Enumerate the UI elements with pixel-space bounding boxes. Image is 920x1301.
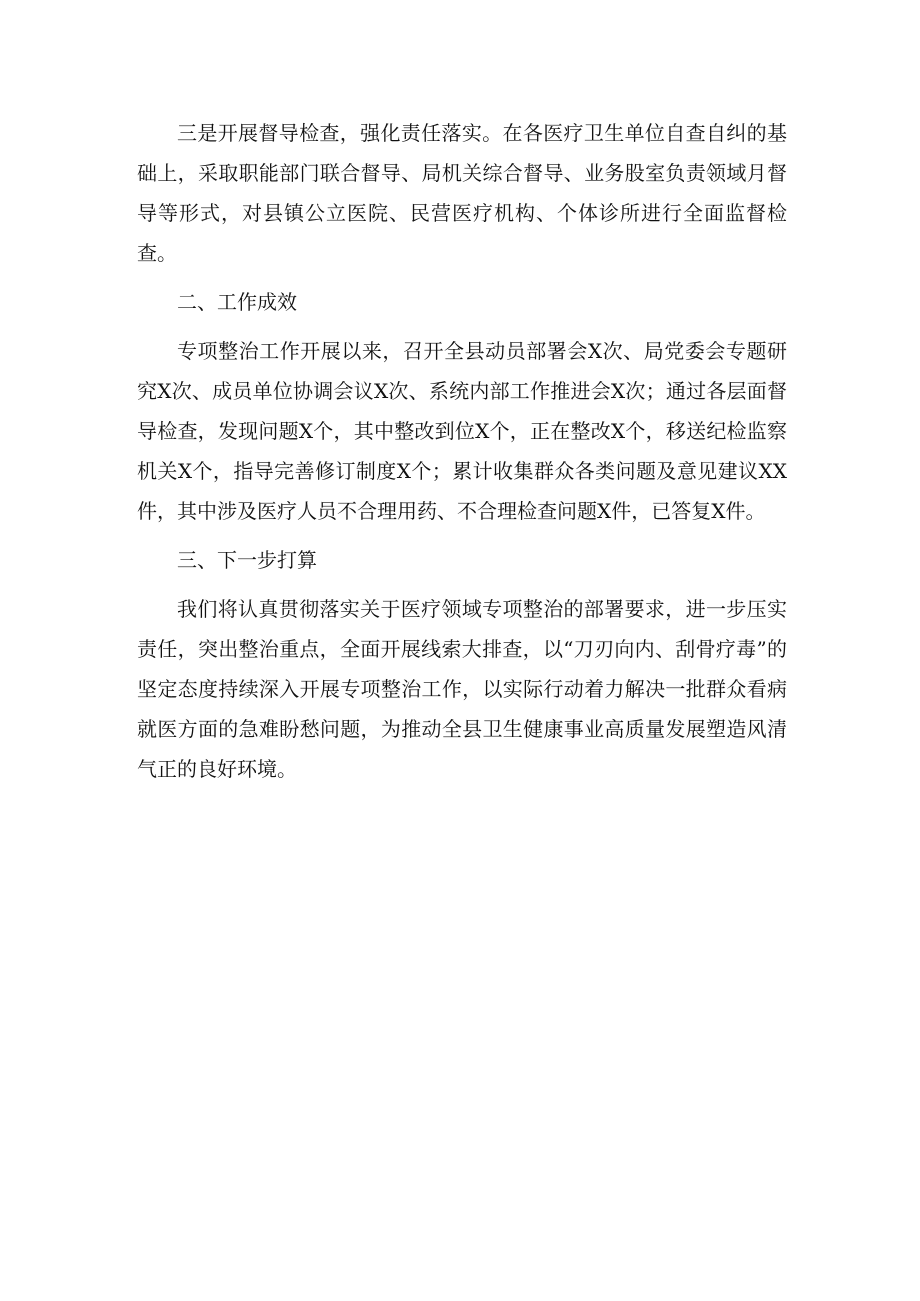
document-body [137,113,787,798]
paragraph-results: 专项整治工作开展以来，召开全县动员部署会X次、局党委会专题研究X次、成员单位协调会议X次、系统内部工作推进会X次；通过各层面督导检查，发现问题X个，其中整改到位X个，正在整改X个，移送纪检监察机关X个，指导完善修订制度X个；累计收集群众各类问题及意见建议XX件，其中涉及医疗人员不合理用药、不合理检查问题X件，已答复X件。 [137,339,787,523]
section-heading-next-steps: 三、下一步打算 [177,548,317,572]
paragraph-supervision: 三是开展督导检查，强化责任落实。在各医疗卫生单位自查自纠的基础上，采取职能部门联合督导、局机关综合督导、业务股室负责领域月督导等形式，对县镇公立医院、民营医疗机构、个体诊所进行全面监督检查。 [137,121,787,265]
paragraph-next-steps: 我们将认真贯彻落实关于医疗领域专项整治的部署要求，进一步压实责任，突出整治重点，全面开展线索大排查，以“刀刃向内、刮骨疗毒”的坚定态度持续深入开展专项整治工作，以实际行动着力解决一批群众看病就医方面的急难盼愁问题，为推动全县卫生健康事业高质量发展塑造风清气正的良好环境。 [137,597,787,781]
section-heading-results: 二、工作成效 [177,290,297,314]
